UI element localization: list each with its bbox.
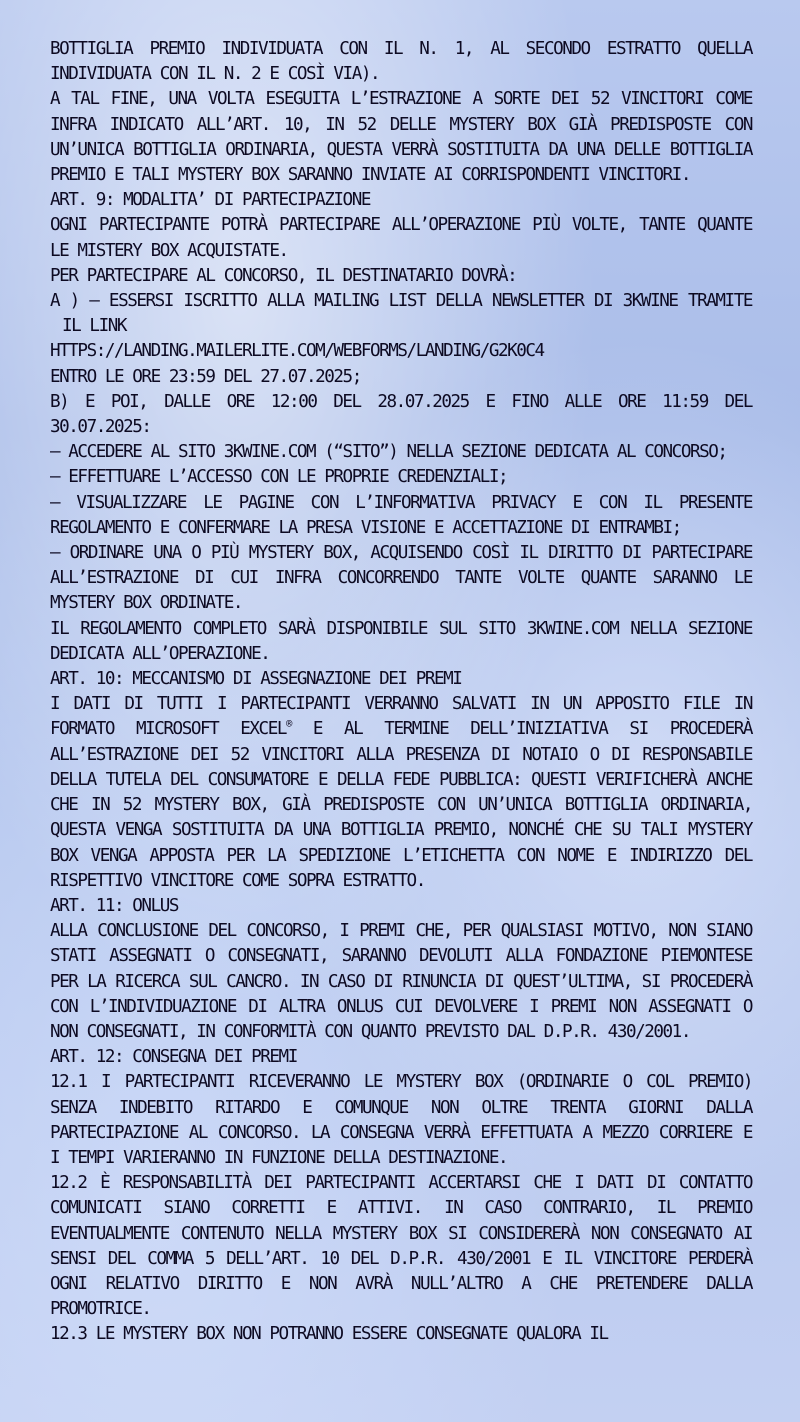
heading-art-9: ART. 9: MODALITA’ DI PARTECIPAZIONE <box>50 190 370 211</box>
paragraph-12-1: 12.1 I PARTECIPANTI RICEVERANNO LE MYSTERY BOX (ORDINARIE O COL PREMIO) SENZA INDEBITO RITARDO E COMUNQUE NON OLTRE TRENTA GIORNI DALLA PARTECIPAZIONE AL CONCORSO. LA CONSEGNA VERRÀ EFFETTUATA A MEZZO CORRIERE E I TEMPI VARIERANNO IN FUNZIONE DELLA DESTINAZIONE. <box>50 1072 752 1168</box>
paragraph-step-a: A ) – ESSERSI ISCRITTO ALLA MAILING LIST DELLA NEWSLETTER DI 3KWINE TRAMITE IL LINK <box>50 291 752 337</box>
registered-mark: ® <box>285 718 291 731</box>
paragraph-12-2: 12.2 È RESPONSABILITÀ DEI PARTECIPANTI ACCERTARSI CHE I DATI DI CONTATTO COMUNICATI SIANO CORRETTI E ATTIVI. IN CASO CONTRARIO, IL PREMIO EVENTUALMENTE CONTENUTO NELLA MYSTERY BOX SI CONSIDERERÀ NON CONSEGNATO AI SENSI DEL COMMA 5 DELL’ART. 10 DEL D.P.R. 430/2001 E IL VINCITORE PERDERÀ OGNI RELATIVO DIRITTO E NON AVRÀ NULL’ALTRO A CHE PRETENDERE DALLA PROMOTRICE. <box>50 1173 752 1320</box>
heading-art-12: ART. 12: CONSEGNA DEI PREMI <box>50 1047 297 1068</box>
paragraph-deadline: ENTRO LE ORE 23:59 DEL 27.07.2025; <box>50 366 361 387</box>
list-item-privacy: – VISUALIZZARE LE PAGINE CON L’INFORMATIVA PRIVACY E CON IL PRESENTE REGOLAMENTO E CONFERMARE LA PRESA VISIONE E ACCETTAZIONE DI ENTRAMBI; <box>50 492 752 538</box>
paragraph-substitution: A TAL FINE, UNA VOLTA ESEGUITA L’ESTRAZIONE A SORTE DEI 52 VINCITORI COME INFRA INDICATO ALL’ART. 10, IN 52 DELLE MYSTERY BOX GIÀ PREDISPOSTE CON UN’UNICA BOTTIGLIA ORDINARIA, QUESTA VERRÀ SOSTITUITA DA UNA DELLE BOTTIGLIA PREMIO E TALI MYSTERY BOX SARANNO INVIATE AI CORRISPONDENTI VINCITORI. <box>50 89 752 186</box>
document-body <box>50 37 752 1348</box>
newsletter-link: HTTPS://LANDING.MAILERLITE.COM/WEBFORMS/LANDING/G2K0C4 <box>50 341 544 362</box>
paragraph-12-3: 12.3 LE MYSTERY BOX NON POTRANNO ESSERE CONSEGNATE QUALORA IL <box>50 1324 608 1345</box>
paragraph-prize-order: BOTTIGLIA PREMIO INDIVIDUATA CON IL N. 1, AL SECONDO ESTRATTO QUELLA INDIVIDUATA CON IL N. 2 E COSÌ VIA). <box>50 39 752 85</box>
list-item-order: – ORDINARE UNA O PIÙ MYSTERY BOX, ACQUISENDO COSÌ IL DIRITTO DI PARTECIPARE ALL’ESTRAZIONE DI CUI INFRA CONCORRENDO TANTE VOLTE QUANTE SARANNO LE MYSTERY BOX ORDINATE. <box>50 543 752 614</box>
heading-art-10: ART. 10: MECCANISMO DI ASSEGNAZIONE DEI PREMI <box>50 669 462 690</box>
heading-art-11: ART. 11: ONLUS <box>50 895 178 916</box>
paragraph-participation-intro: PER PARTECIPARE AL CONCORSO, IL DESTINATARIO DOVRÀ: <box>50 265 517 286</box>
paragraph-assignment: I DATI DI TUTTI I PARTECIPANTI VERRANNO SALVATI IN UN APPOSITO FILE IN FORMATO MICROSOFT EXCEL® E AL TERMINE DELL’INIZIATIVA SI PROCEDERÀ ALL’ESTRAZIONE DEI 52 VINCITORI ALLA PRESENZA DI NOTAIO O DI RESPONSABILE DELLA TUTELA DEL CONSUMATORE E DELLA FEDE PUBBLICA: QUESTI VERIFICHERÀ ANCHE CHE IN 52 MYSTERY BOX, GIÀ PREDISPOSTE CON UN’UNICA BOTTIGLIA ORDINARIA, QUESTA VENGA SOSTITUITA DA UNA BOTTIGLIA PREMIO, NONCHÉ CHE SU TALI MYSTERY BOX VENGA APPOSTA PER LA SPEDIZIONE L’ETICHETTA CON NOME E INDIRIZZO DEL RISPETTIVO VINCITORE COME SOPRA ESTRATTO. <box>50 694 752 891</box>
paragraph-onlus: ALLA CONCLUSIONE DEL CONCORSO, I PREMI CHE, PER QUALSIASI MOTIVO, NON SIANO STATI ASSEGNATI O CONSEGNATI, SARANNO DEVOLUTI ALLA FONDAZIONE PIEMONTESE PER LA RICERCA SUL CANCRO. IN CASO DI RINUNCIA DI QUEST’ULTIMA, SI PROCEDERÀ CON L’INDIVIDUAZIONE DI ALTRA ONLUS CUI DEVOLVERE I PREMI NON ASSEGNATI O NON CONSEGNATI, IN CONFORMITÀ CON QUANTO PREVISTO DAL D.P.R. 430/2001. <box>50 921 752 1042</box>
paragraph-participation-times: OGNI PARTECIPANTE POTRÀ PARTECIPARE ALL’OPERAZIONE PIÙ VOLTE, TANTE QUANTE LE MISTERY BOX ACQUISTATE. <box>50 215 752 261</box>
paragraph-full-rules: IL REGOLAMENTO COMPLETO SARÀ DISPONIBILE SUL SITO 3KWINE.COM NELLA SEZIONE DEDICATA ALL’OPERAZIONE. <box>50 618 752 664</box>
list-item-login: – EFFETTUARE L’ACCESSO CON LE PROPRIE CREDENZIALI; <box>50 467 508 488</box>
list-item-access-site: – ACCEDERE AL SITO 3KWINE.COM (“SITO”) NELLA SEZIONE DEDICATA AL CONCORSO; <box>50 442 727 463</box>
paragraph-step-b: B) E POI, DALLE ORE 12:00 DEL 28.07.2025 E FINO ALLE ORE 11:59 DEL 30.07.2025: <box>50 391 752 438</box>
